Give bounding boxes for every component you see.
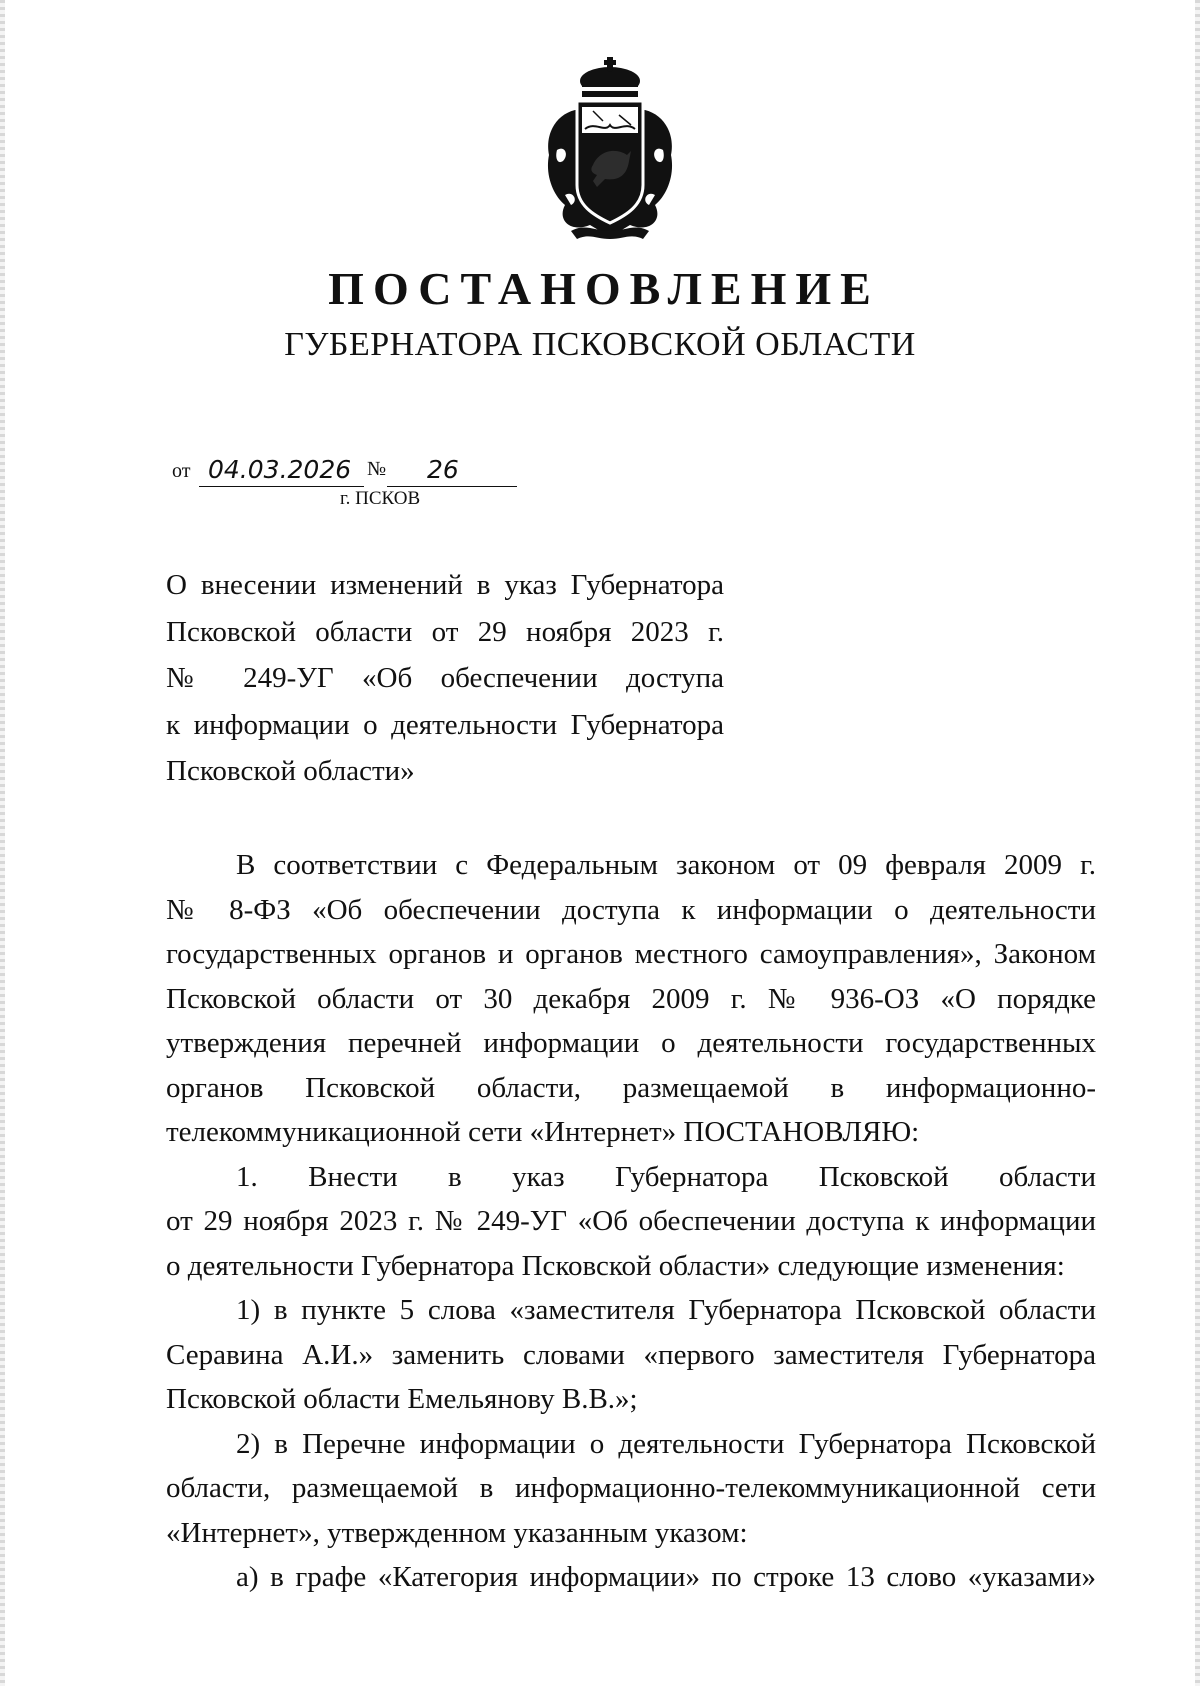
- scan-edge-left: [0, 0, 5, 1686]
- subject-line: О внесении изменений в указ Губернатора: [166, 569, 724, 601]
- subject-line: к информации о деятельности Губернатора: [166, 708, 724, 741]
- body-line: о деятельности Губернатора Псковской области» следующие изменения:: [166, 1249, 1065, 1282]
- subject-line: Псковской области от 29 ноября 2023 г.: [166, 615, 724, 648]
- document-subtitle: ГУБЕРНАТОРА ПСКОВСКОЙ ОБЛАСТИ: [284, 326, 916, 363]
- document-number: 26: [427, 455, 459, 484]
- body-line: 2) в Перечне информации о деятельности Губернатора Псковской: [236, 1427, 1096, 1460]
- body-line: а) в графе «Категория информации» по строке 13 слово «указами»: [236, 1561, 1096, 1593]
- document-city: г. ПСКОВ: [340, 488, 421, 509]
- number-sign: №: [367, 458, 387, 480]
- document-title: ПОСТАНОВЛЕНИЕ: [328, 263, 880, 314]
- body-line: органов Псковской области, размещаемой в информационно-: [166, 1071, 1096, 1104]
- document-subject: [166, 562, 724, 795]
- date-underline: [199, 486, 364, 487]
- number-underline: [387, 486, 517, 487]
- body-line: 1) в пункте 5 слова «заместителя Губернатора Псковской области: [236, 1294, 1096, 1326]
- pskov-coat-of-arms-icon: [535, 55, 685, 245]
- document-date: 04.03.2026: [208, 455, 352, 484]
- subject-line: № 249-УГ «Об обеспечении доступа: [166, 662, 724, 694]
- body-line: Серавина А.И.» заменить словами «первого заместителя Губернатора: [166, 1338, 1096, 1371]
- body-line: телекоммуникационной сети «Интернет» ПОСТАНОВЛЯЮ:: [166, 1116, 920, 1148]
- body-line: утверждения перечней информации о деятельности государственных: [166, 1027, 1096, 1059]
- scan-edge-right: [1195, 0, 1200, 1686]
- body-line: Псковской области от 30 декабря 2009 г. № 936-ОЗ «О порядке: [166, 982, 1096, 1015]
- body-line: В соответствии с Федеральным законом от 09 февраля 2009 г.: [236, 849, 1096, 881]
- body-line: № 8-ФЗ «Об обеспечении доступа к информации о деятельности: [166, 893, 1096, 926]
- subject-line: Псковской области»: [166, 755, 415, 787]
- date-prefix: от: [172, 460, 191, 482]
- document-body: [166, 843, 1096, 1600]
- body-line: области, размещаемой в информационно-телекоммуникационной сети: [166, 1472, 1096, 1504]
- body-line: государственных органов и органов местного самоуправления», Законом: [166, 938, 1096, 970]
- body-line: от 29 ноября 2023 г. № 249-УГ «Об обеспечении доступа к информации: [166, 1205, 1096, 1237]
- body-line: 1. Внести в указ Губернатора Псковской области: [236, 1160, 1096, 1193]
- body-line: Псковской области Емельянову В.В.»;: [166, 1383, 638, 1415]
- body-line: «Интернет», утвержденном указанным указом:: [166, 1516, 748, 1549]
